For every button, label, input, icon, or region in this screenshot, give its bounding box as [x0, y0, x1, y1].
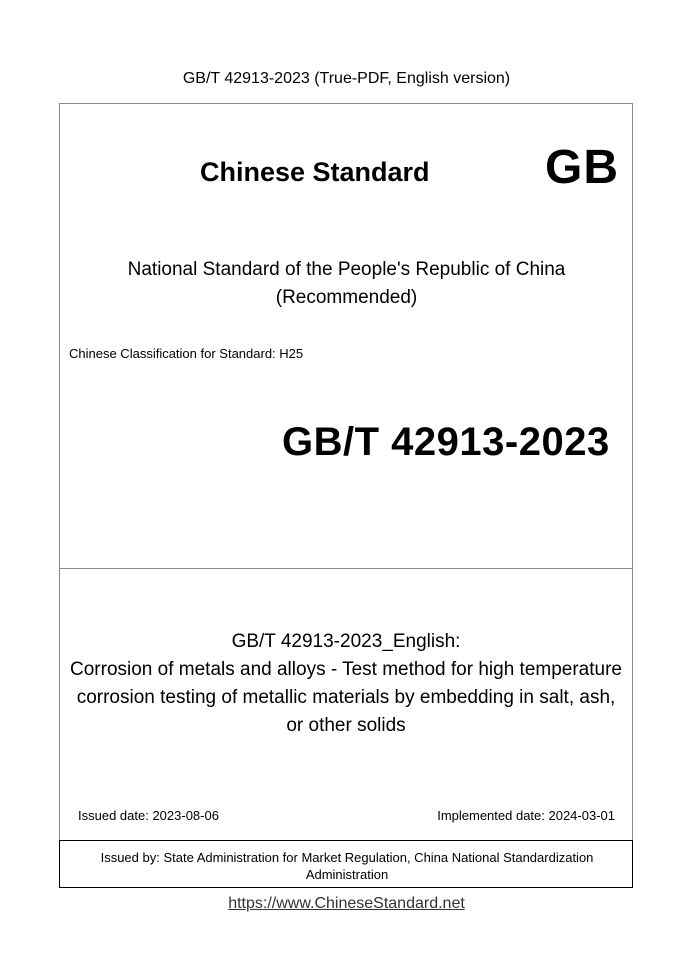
classification: Chinese Classification for Standard: H25: [69, 346, 304, 361]
issued-date: Issued date: 2023-08-06: [78, 808, 219, 823]
document-title-line1: GB/T 42913-2023_English:: [231, 631, 461, 652]
gb-mark: GB: [545, 141, 619, 194]
website-link[interactable]: https://www.ChineseStandard.net: [228, 895, 465, 912]
cover-title: Chinese Standard: [200, 157, 430, 187]
implemented-date: Implemented date: 2024-03-01: [437, 808, 615, 823]
standard-number: GB/T 42913-2023: [282, 420, 610, 464]
document-label: GB/T 42913-2023 (True-PDF, English version): [182, 70, 511, 87]
national-standard-line1: National Standard of the People's Republic of China: [127, 259, 566, 280]
national-standard-line2: (Recommended): [275, 287, 418, 308]
issuer-text: Issued by: State Administration for Market Regulation, China National Standardization Administration: [100, 850, 594, 882]
national-standard-label: [0, 256, 693, 312]
document-title-line2: Corrosion of metals and alloys - Test method for high temperature corrosion testing of metallic materials by embedding in salt, ash, or other solids: [70, 659, 622, 736]
issuer-box: [59, 840, 633, 888]
document-title: [70, 628, 622, 740]
